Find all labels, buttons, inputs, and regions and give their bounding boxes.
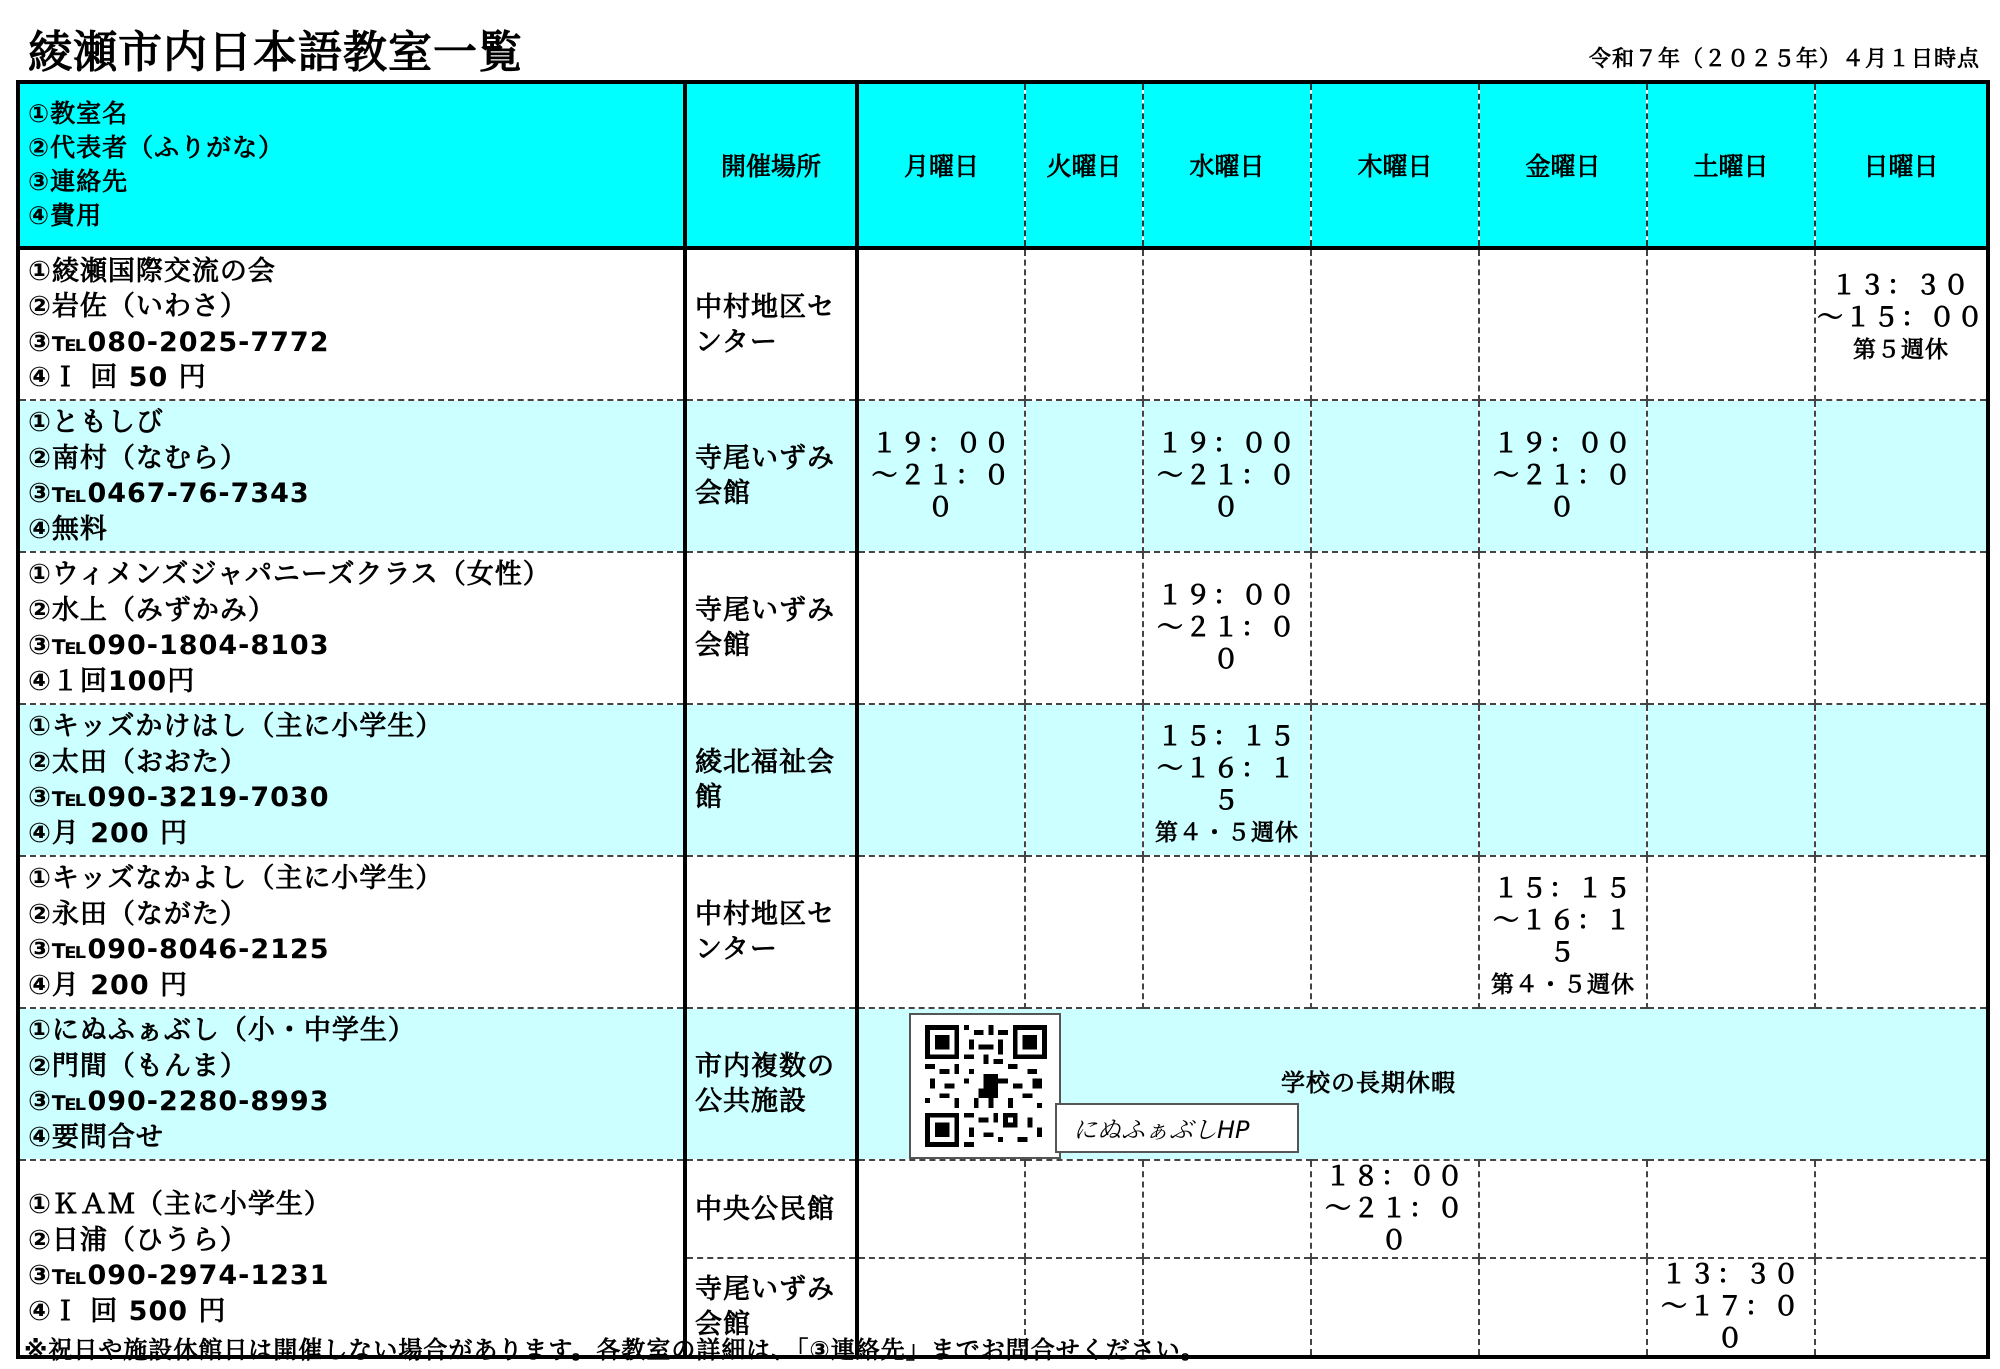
time-end: ～１５：００ bbox=[1816, 303, 1985, 333]
table-row bbox=[18, 552, 1988, 704]
fee: ④月 200 円 bbox=[28, 817, 189, 849]
schedule-note: 第４・５週休 bbox=[1155, 820, 1299, 846]
cell-wed bbox=[1143, 1160, 1311, 1258]
cell-thu bbox=[1311, 400, 1479, 552]
venue bbox=[685, 1008, 857, 1160]
cell-mon bbox=[857, 856, 1025, 1008]
representative: ②日浦（ひうら） bbox=[28, 1224, 248, 1256]
classroom-info bbox=[18, 1160, 685, 1357]
header-info-line: ③連絡先 bbox=[28, 167, 129, 196]
contact-phone: ③℡090-2280-8993 bbox=[28, 1086, 330, 1117]
contact-phone: ③℡090-1804-8103 bbox=[28, 630, 330, 661]
cell-thu bbox=[1311, 1258, 1479, 1357]
time-start: １９：００ bbox=[871, 429, 1012, 459]
cell-sun bbox=[1815, 248, 1988, 400]
cell-mon bbox=[857, 704, 1025, 856]
representative: ②太田（おおた） bbox=[28, 746, 248, 778]
time-end: ～２１：００ bbox=[1156, 613, 1297, 675]
cell-sun bbox=[1815, 1160, 1988, 1258]
header-info bbox=[18, 82, 685, 248]
cell-sun bbox=[1815, 704, 1988, 856]
fee: ④Ｉ 回 500 円 bbox=[28, 1295, 227, 1327]
cell-tue bbox=[1025, 704, 1143, 856]
schedule-span-cell bbox=[857, 1008, 1988, 1160]
as-of-date: 令和７年（２０２５年）４月１日時点 bbox=[1588, 47, 1980, 72]
venue bbox=[685, 248, 857, 400]
classroom-info bbox=[18, 856, 685, 1008]
cell-tue bbox=[1025, 248, 1143, 400]
time-end: ～２１：００ bbox=[1156, 461, 1297, 523]
header-info-line: ④費用 bbox=[28, 201, 103, 230]
venue-text: 中村地区センター bbox=[695, 291, 835, 358]
table-row bbox=[18, 704, 1988, 856]
hp-link[interactable]: にぬふぁぶしHP bbox=[1055, 1103, 1299, 1153]
contact-phone: ③℡090-8046-2125 bbox=[28, 934, 330, 965]
table-row bbox=[18, 1008, 1988, 1160]
cell-wed bbox=[1143, 400, 1311, 552]
cell-fri bbox=[1479, 1258, 1647, 1357]
cell-sat bbox=[1647, 248, 1815, 400]
contact-phone: ③℡080-2025-7772 bbox=[28, 326, 330, 358]
header-tuesday: 火曜日 bbox=[1025, 82, 1143, 248]
header-monday: 月曜日 bbox=[857, 82, 1025, 248]
header-info-line: ②代表者（ふりがな） bbox=[28, 133, 285, 162]
classroom-table bbox=[16, 80, 1990, 1359]
contact-phone: ③℡090-3219-7030 bbox=[28, 782, 330, 813]
cell-wed bbox=[1143, 704, 1311, 856]
classroom-name: ①キッズなかよし（主に小学生） bbox=[28, 863, 444, 894]
cell-sun bbox=[1815, 856, 1988, 1008]
representative: ②永田（ながた） bbox=[28, 898, 248, 930]
cell-sat bbox=[1647, 552, 1815, 704]
venue bbox=[685, 704, 857, 856]
classroom-name: ①キッズかけはし（主に小学生） bbox=[28, 711, 444, 742]
time-start: １５：１５ bbox=[1492, 874, 1633, 904]
cell-sun bbox=[1815, 552, 1988, 704]
venue bbox=[685, 400, 857, 552]
header-sunday: 日曜日 bbox=[1815, 82, 1988, 248]
fee: ④無料 bbox=[28, 513, 108, 545]
header-friday: 金曜日 bbox=[1479, 82, 1647, 248]
representative: ②南村（なむら） bbox=[28, 442, 248, 474]
cell-thu bbox=[1311, 248, 1479, 400]
contact-phone: ③℡090-2974-1231 bbox=[28, 1260, 330, 1291]
classroom-info bbox=[18, 1008, 685, 1160]
time-start: １９：００ bbox=[1156, 429, 1297, 459]
cell-sat bbox=[1647, 1160, 1815, 1258]
time-start: １９：００ bbox=[1492, 429, 1633, 459]
cell-fri bbox=[1479, 856, 1647, 1008]
time-start: １３：３０ bbox=[1660, 1260, 1801, 1290]
cell-fri bbox=[1479, 248, 1647, 400]
venue bbox=[685, 1160, 857, 1258]
header-wednesday: 水曜日 bbox=[1143, 82, 1311, 248]
cell-tue bbox=[1025, 552, 1143, 704]
page-title: 綾瀬市内日本語教室一覧 bbox=[28, 27, 523, 78]
cell-thu bbox=[1311, 1160, 1479, 1258]
cell-fri bbox=[1479, 1160, 1647, 1258]
cell-thu bbox=[1311, 704, 1479, 856]
header-thursday: 木曜日 bbox=[1311, 82, 1479, 248]
representative: ②門間（もんま） bbox=[28, 1050, 248, 1082]
cell-mon bbox=[857, 400, 1025, 552]
cell-wed bbox=[1143, 248, 1311, 400]
representative: ②水上（みずかみ） bbox=[28, 594, 276, 626]
time-start: １３：３０ bbox=[1830, 271, 1971, 301]
header-row bbox=[18, 82, 1988, 248]
venue-text: 寺尾いずみ会館 bbox=[695, 1274, 835, 1340]
venue-text: 市内複数の公共施設 bbox=[695, 1051, 835, 1117]
qr-code[interactable] bbox=[909, 1013, 1061, 1159]
time-start: １８：００ bbox=[1324, 1162, 1465, 1192]
table-row bbox=[18, 400, 1988, 552]
school-holiday-note: 学校の長期休暇 bbox=[1281, 1069, 1456, 1097]
venue-text: 寺尾いずみ会館 bbox=[695, 443, 835, 509]
header-place: 開催場所 bbox=[685, 82, 857, 248]
cell-wed bbox=[1143, 552, 1311, 704]
venue bbox=[685, 552, 857, 704]
table-row bbox=[18, 248, 1988, 400]
table-row bbox=[18, 856, 1988, 1008]
cell-mon bbox=[857, 248, 1025, 400]
schedule-note: 第５週休 bbox=[1853, 337, 1949, 363]
classroom-info bbox=[18, 400, 685, 552]
classroom-name: ①ともしび bbox=[28, 407, 164, 438]
cell-thu bbox=[1311, 552, 1479, 704]
fee: ④月 200 円 bbox=[28, 969, 189, 1001]
time-end: ～１７：００ bbox=[1660, 1292, 1801, 1354]
classroom-name: ①ウィメンズジャパニーズクラス（女性） bbox=[28, 559, 551, 590]
header-saturday: 土曜日 bbox=[1647, 82, 1815, 248]
cell-sat bbox=[1647, 704, 1815, 856]
classroom-name: ①綾瀬国際交流の会 bbox=[28, 255, 276, 287]
table-row bbox=[18, 1160, 1988, 1258]
classroom-info bbox=[18, 552, 685, 704]
contact-phone: ③℡0467-76-7343 bbox=[28, 478, 310, 509]
classroom-info bbox=[18, 248, 685, 400]
cell-sat bbox=[1647, 856, 1815, 1008]
classroom-info bbox=[18, 704, 685, 856]
cell-tue bbox=[1025, 1160, 1143, 1258]
cell-tue bbox=[1025, 856, 1143, 1008]
cell-sun bbox=[1815, 400, 1988, 552]
cell-mon bbox=[857, 1160, 1025, 1258]
fee: ④１回100円 bbox=[28, 665, 196, 697]
schedule-note: 第４・５週休 bbox=[1491, 972, 1635, 998]
time-start: １９：００ bbox=[1156, 581, 1297, 611]
venue-text: 寺尾いずみ会館 bbox=[695, 595, 835, 661]
representative: ②岩佐（いわさ） bbox=[28, 291, 248, 322]
cell-fri bbox=[1479, 400, 1647, 552]
cell-fri bbox=[1479, 552, 1647, 704]
cell-sat bbox=[1647, 400, 1815, 552]
footnote: ※祝日や施設休館日は開催しない場合があります。各教室の詳細は、「③連絡先」までお問合せください。 bbox=[24, 1336, 1206, 1364]
cell-mon bbox=[857, 552, 1025, 704]
fee: ④Ｉ 回 50 円 bbox=[28, 362, 207, 393]
fee: ④要問合せ bbox=[28, 1121, 164, 1153]
time-end: ～１６：１５ bbox=[1156, 754, 1297, 816]
classroom-name: ①ＫＡＭ（主に小学生） bbox=[28, 1189, 332, 1220]
cell-tue bbox=[1025, 400, 1143, 552]
cell-wed bbox=[1143, 856, 1311, 1008]
venue-text: 中央公民館 bbox=[695, 1193, 835, 1225]
cell-thu bbox=[1311, 856, 1479, 1008]
classroom-name: ①にぬふぁぶし（小・中学生） bbox=[28, 1015, 416, 1046]
time-end: ～１６：１５ bbox=[1492, 906, 1633, 968]
venue bbox=[685, 856, 857, 1008]
cell-sun bbox=[1815, 1258, 1988, 1357]
cell-fri bbox=[1479, 704, 1647, 856]
time-start: １５：１５ bbox=[1156, 722, 1297, 752]
time-end: ～２１：００ bbox=[1492, 461, 1633, 523]
venue-text: 綾北福祉会館 bbox=[695, 747, 835, 813]
cell-sat bbox=[1647, 1258, 1815, 1357]
qr-code-icon bbox=[923, 1025, 1049, 1147]
header-info-line: ①教室名 bbox=[28, 99, 129, 128]
time-end: ～２１：００ bbox=[1324, 1194, 1465, 1256]
time-end: ～２１：００ bbox=[871, 461, 1012, 523]
venue-text: 中村地区センター bbox=[695, 899, 835, 965]
